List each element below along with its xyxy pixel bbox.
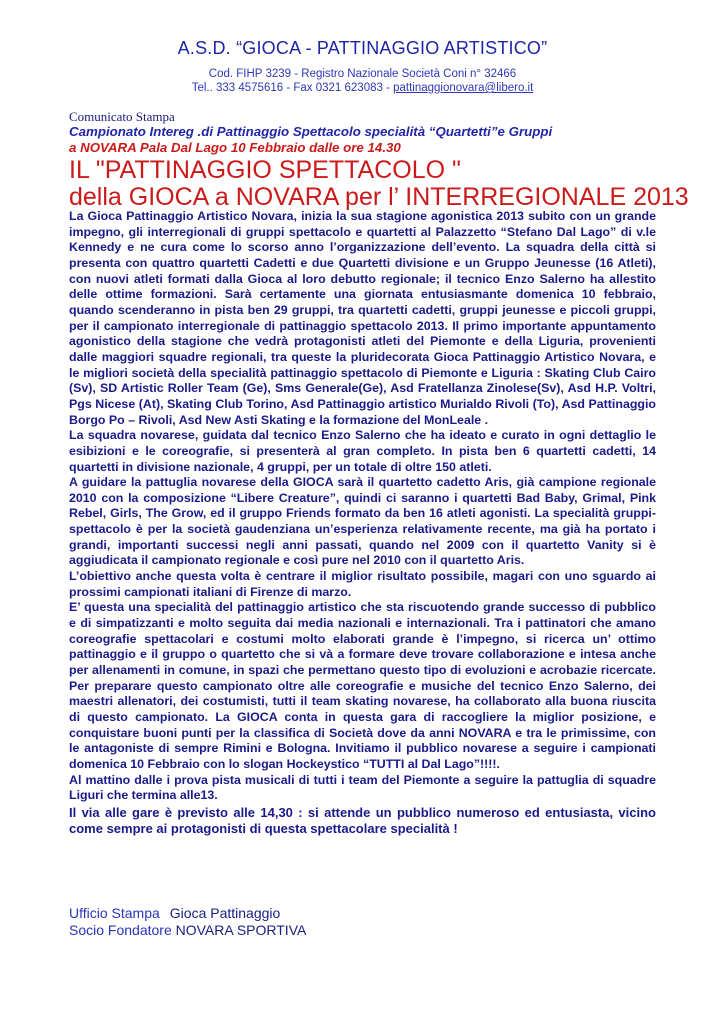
footer-value: NOVARA SPORTIVA (175, 922, 307, 938)
article-body (69, 209, 656, 837)
event-subtitle (69, 124, 669, 156)
paragraph: A guidare la pattuglia novarese della GIOCA sarà il quartetto cadetto Aris, già campione regionale 2010 con la composizione “Libere Creature”, quindi ci saranno i quartetti Bad Baby, Grimal, Pink Rebel, Girls, The Grow, ed il gruppo Friends formato da ben 16 atleti agonisti. La specialità gruppi-spettacolo è per la società gaudenziana un’esperienza relativamente recente, ma già ha portato i grandi, importanti successi negli anni passati, quando nel 2009 con il quartetto Vanity si è aggiudicata il campionato regionale e così pure nel 2010 con il quartetto Aris. (69, 475, 656, 568)
club-title: A.S.D. “GIOCA - PATTINAGGIO ARTISTICO” (177, 38, 548, 58)
headline-line2: della GIOCA a NOVARA per l’ INTERREGIONALE 2013 (69, 183, 689, 211)
press-release-label: Comunicato Stampa (69, 109, 175, 124)
club-registry-line: Cod. FIHP 3239 - Registro Nazionale Società Coni n° 32466 (208, 68, 517, 80)
contact-phone-fax: Tel.. 333 4575616 - Fax 0321 623083 - (191, 82, 394, 94)
footer-value: Gioca Pattinaggio (169, 905, 281, 921)
event-subtitle-line2: a NOVARA Pala Dal Lago 10 Febbraio dalle ore 14.30 (69, 140, 401, 155)
footer-press-office (69, 905, 280, 921)
footer-label: Socio Fondatore (69, 922, 172, 938)
paragraph: E’ questa una specialità del pattinaggio artistico che sta riscuotendo grande successo di pubblico e di simpatizzanti e molto seguita dai media nazionali e internazionali. Tra i pattinatori che amano coreografie spettacolari e costumi molto elaborati grande è l’impegno, si ricerca un’ ottimo pattinaggio e il gruppo o quartetto che si và a formare deve trovare collaborazione e intesa anche per allenamenti in comune, in spazi che permettano questo tipo di evoluzioni e acrobazie ricercate. Per preparare questo campionato oltre alle coreografie e musiche del tecnico Enzo Salerno, dei maestri allenatori, dei costumisti, tutti il team skating novarese, ha collaborato alla buona riuscita di questo campionato. La GIOCA conta in questa gara di raccogliere la miglior posizione, e conquistare buoni punti per la classifica di Società dove da anni NOVARA e tra le primissime, con le antagoniste di sempre Rimini e Bologna. Invitiamo il pubblico novarese a seguire i campionati domenica 10 Febbraio con lo slogan Hockeystico “TUTTI al Dal Lago”!!!!. (69, 600, 656, 771)
paragraph: Il via alle gare è previsto alle 14,30 : si attende un pubblico numeroso ed entusiasta, vicino come sempre ai protagonisti di questa spettacolare specialità ! (69, 804, 656, 836)
event-subtitle-line1: Campionato Intereg .di Pattinaggio Spettacolo specialità “Quartetti”e Gruppi (69, 124, 553, 139)
contact-email-link[interactable]: pattinaggionovara@libero.it (393, 82, 534, 94)
paragraph: Al mattino dalle i prova pista musicali di tutti i team del Piemonte a seguire la pattuglia di squadre Liguri che termina alle13. (69, 772, 656, 803)
club-contact-line (0, 82, 725, 94)
footer-founder (69, 922, 306, 938)
paragraph: L’obiettivo anche questa volta è centrare il miglior risultato possibile, magari con uno sguardo ai prossimi campionati italiani di Firenze di marzo. (69, 569, 656, 599)
footer-label: Ufficio Stampa (69, 905, 160, 921)
paragraph: La Gioca Pattinaggio Artistico Novara, inizia la sua stagione agonistica 2013 subito con un grande impegno, gli interregionali di gruppi spettacolo e quartetti al Palazzetto “Stefano Dal Lago” di v.le Kennedy e ne cura come lo scorso anno l’organizzazione dell’evento. La squadra della città si presenta con quattro quartetti Cadetti e due Quartetti divisione e un Gruppo Jeunesse (16 Atleti), con nuovi atleti formati dalla Gioca al loro debutto regionale; il tecnico Enzo Salerno ha allestito delle ottime formazioni. Sarà certamente una giornata entusiasmante domenica 10 febbraio, quando scenderanno in pista ben 29 gruppi, tra quartetti cadetti, gruppi jeunesse e piccoli gruppi, per il campionato interregionale di pattinaggio spettacolo 2013. Il primo importante appuntamento agonistico della stagione che vedrà protagonisti atleti del Piemonte e della Liguria, provenienti dalle maggiori squadre regionali, tra queste la pluridecorata Gioca Pattinaggio Artistico Novara, e le migliori società della specialità pattinaggio spettacolo di Piemonte e Liguria : Skating Club Cairo (Sv), SD Artistic Roller Team (Ge), Sms Generale(Ge), Asd Fratellanza Zinolese(Sv), Asd H.P. Voltri, Pgs Nicese (At), Skating Club Torino, Asd Pattinaggio artistico Murialdo Rivoli (To), Asd Pattinaggio Borgo Po – Rivoli, Asd New Asti Skating e la formazione del MonLeale . (69, 209, 656, 427)
paragraph: La squadra novarese, guidata dal tecnico Enzo Salerno che ha ideato e curato in ogni dettaglio le esibizioni e le coreografie, si presenterà al gran completo. In pista ben 6 quartetti cadetti, 14 quartetti in divisione nazionale, 4 gruppi, per un totale di oltre 150 atleti. (69, 428, 656, 474)
headline-line1: IL "PATTINAGGIO SPETTACOLO " (69, 156, 461, 184)
